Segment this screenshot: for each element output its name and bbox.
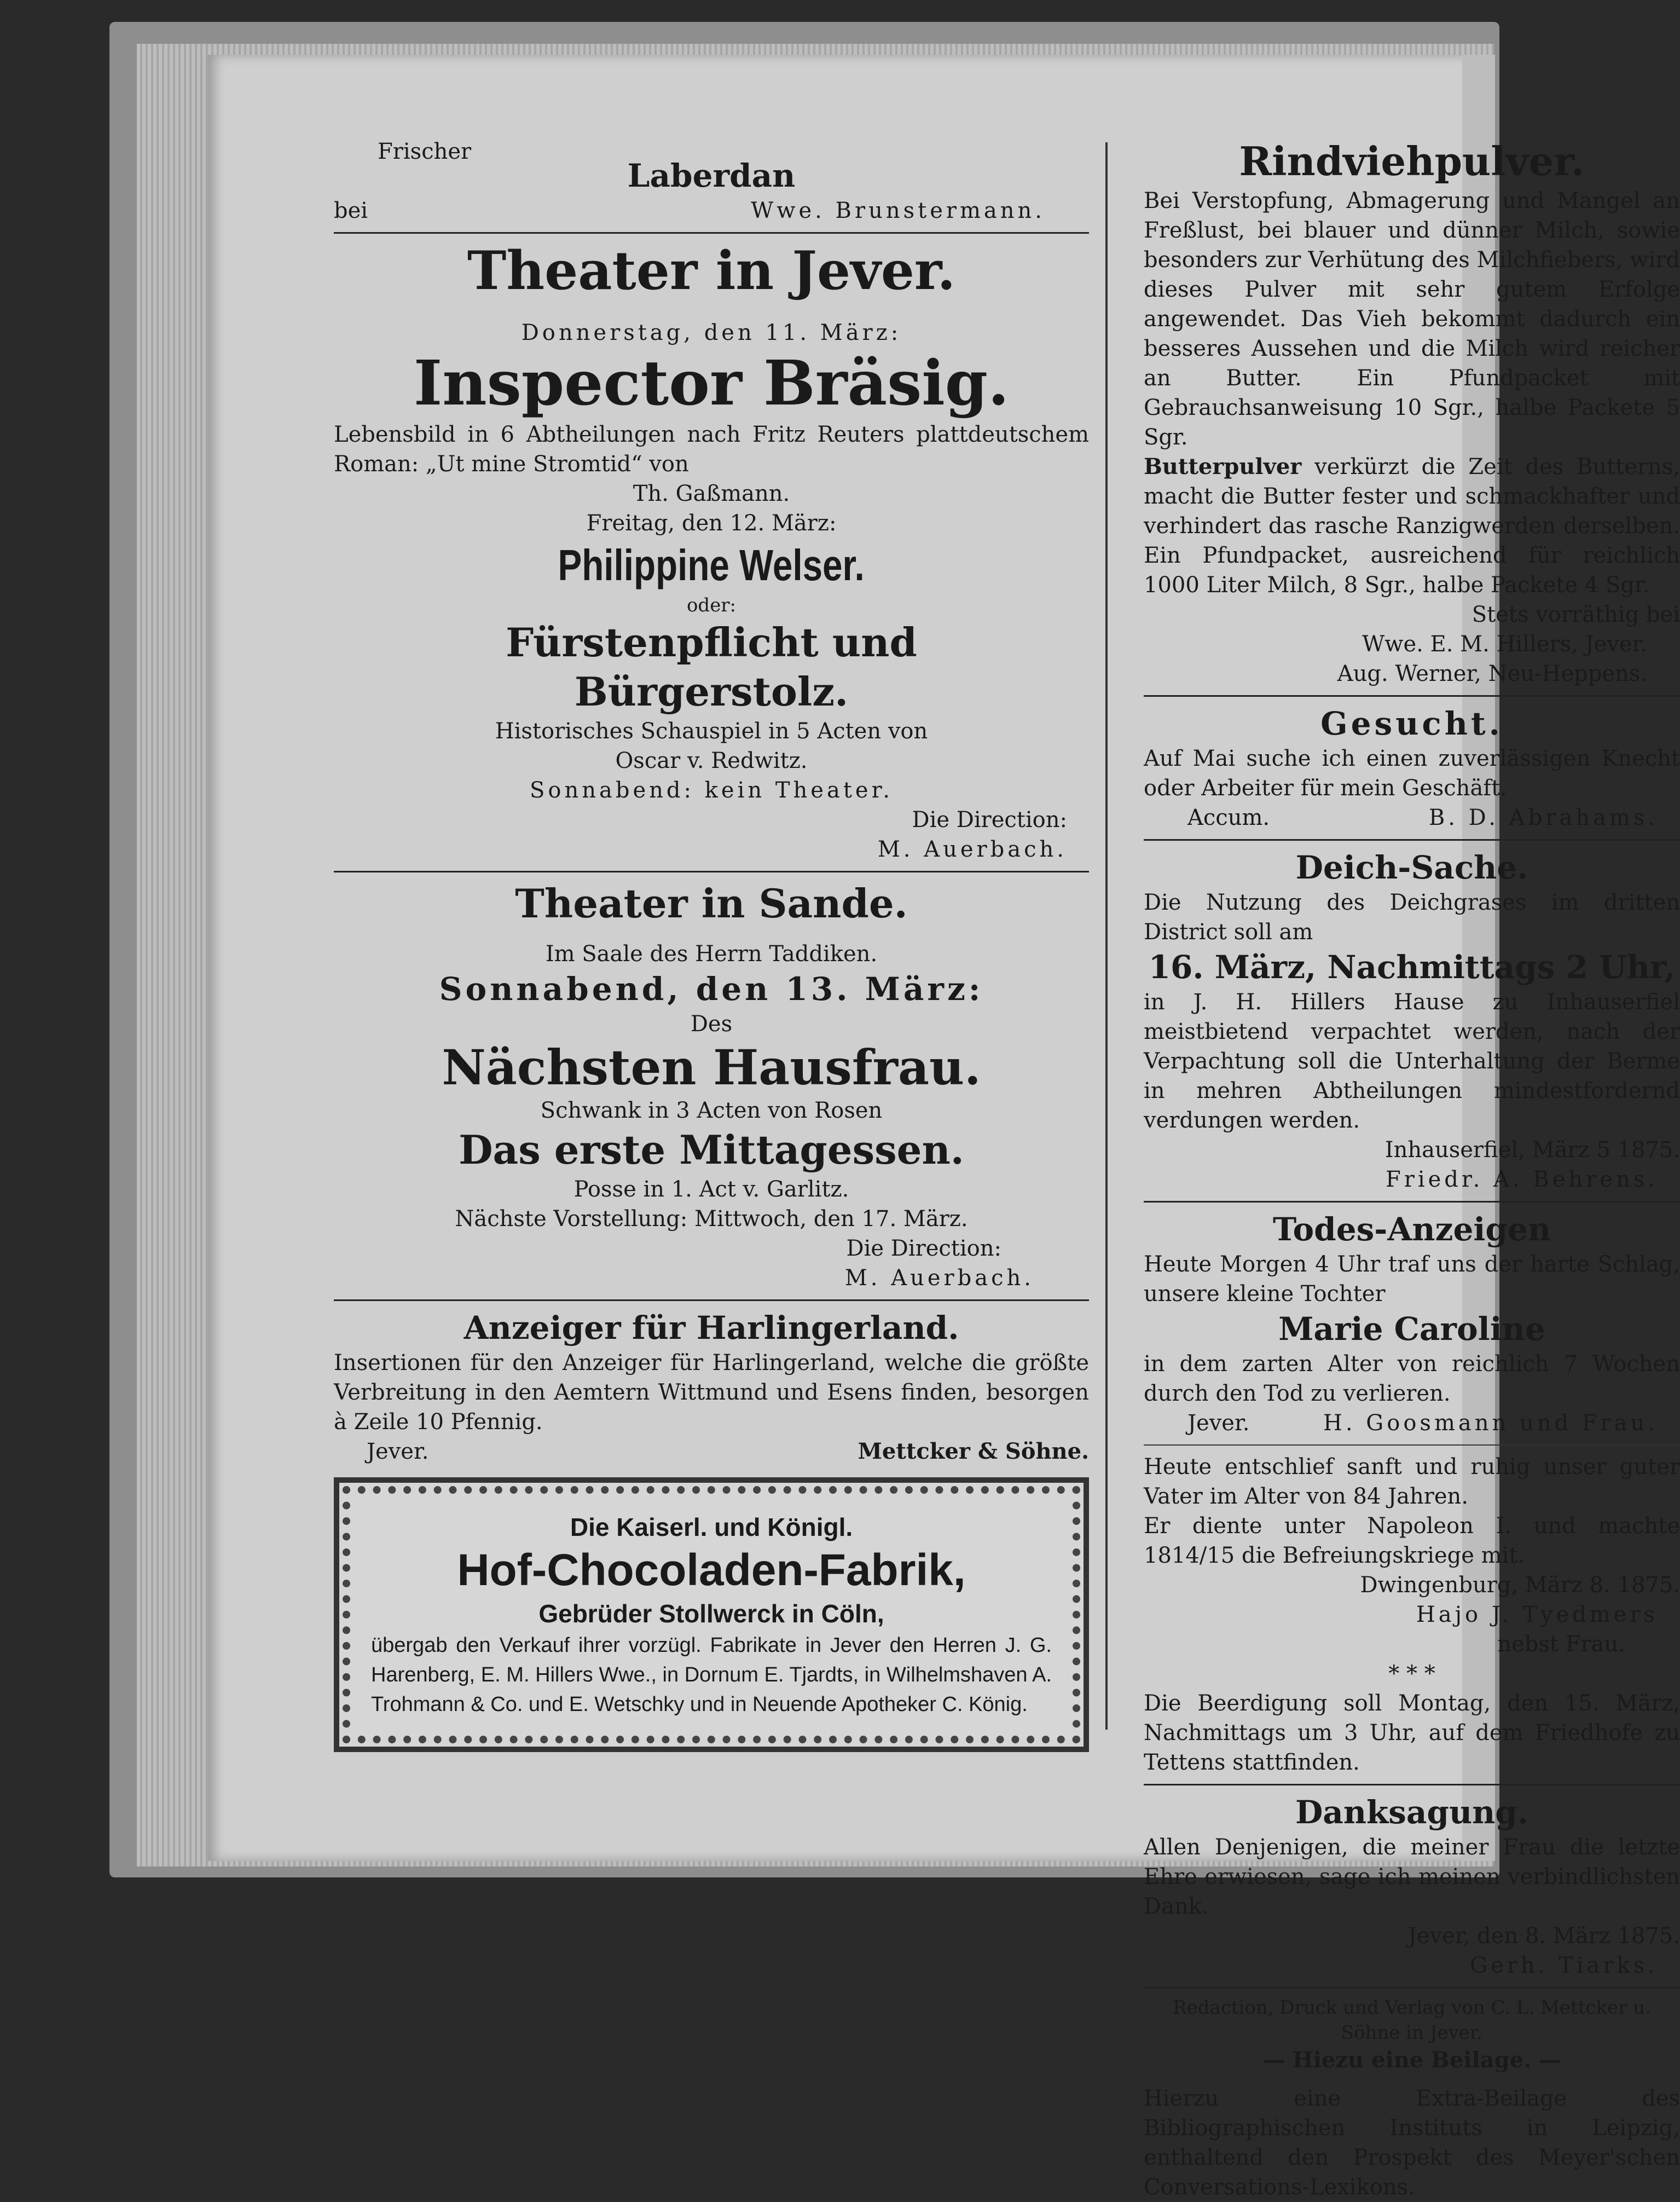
jever-saturday: Sonnabend: kein Theater. — [529, 778, 894, 803]
butter-text: verkürzt die Zeit des Butterns, macht die Butter fester und schmackhafter und verhindert das rasche Ranzigwerden derselben. Ein Pfundpacket, ausreichend für reichlich 1000 Liter Milch, 8 Sgr., halbe Packete 4 Sgr. — [1144, 454, 1680, 598]
todes-signer2: Hajo J. Tyedmers — [1416, 1602, 1658, 1627]
gesucht-title: Gesucht. — [1320, 705, 1503, 742]
dank-text: Allen Denjenigen, die meiner Frau die letzte Ehre erwiesen, sage ich meinen verbindlichsten Dank. — [1144, 1835, 1680, 1919]
gesucht-name: B. D. Abrahams. — [1428, 805, 1658, 830]
chocolate-text: übergab den Verkauf ihrer vorzügl. Fabrikate in Jever den Herren J. G. Harenberg, E. M. Hillers Wwe., in Dornum E. Tjardts, in Wilhelmshaven A. Trohmann & Co. und E. Wetschky und in Neuende Apotheker C. König. — [371, 1634, 1052, 1716]
jever-play2c: Bürgerstolz. — [574, 668, 849, 715]
sande-venue: Im Saale des Herrn Taddiken. — [545, 941, 878, 967]
laberdan-seller-row — [334, 196, 1089, 226]
extra-beilage-text: Hierzu eine Extra-Beilage des Bibliographischen Instituts in Leipzig, enthaltend den Prospekt des Meyer'schen Conversations-Lexikons. — [1144, 2086, 1680, 2200]
jever-desc1: Lebensbild in 6 Abtheilungen nach Fritz Reuters plattdeutschem Roman: „Ut mine Stromtid“ von — [334, 422, 1089, 477]
gesucht-sign-row — [1144, 803, 1680, 833]
jever-play2-wrap — [334, 538, 1089, 593]
rindvieh-seller1: Wwe. E. M. Hillers, Jever. — [1362, 632, 1647, 657]
ad-anzeiger — [334, 1308, 1089, 1466]
sande-direction: Die Direction: — [846, 1236, 1001, 1261]
jever-author1: Th. Gaßmann. — [633, 481, 790, 506]
sande-title: Theater in Sande. — [515, 880, 908, 927]
jever-oder: oder: — [686, 594, 737, 616]
ad-laberdan — [334, 137, 1089, 226]
todes-text4: Er diente unter Napoleon I. und machte 1814/15 die Befreiungskriege mit. — [1144, 1513, 1680, 1568]
ad-theater-sande — [334, 879, 1089, 1293]
rindvieh-seller2: Aug. Werner, Neu-Heppens. — [1337, 661, 1647, 686]
chocolate-firm: Gebrüder Stollwerck in Cöln, — [538, 1599, 884, 1628]
todes-dateline2: Dwingenburg, März 8. 1875. — [1360, 1573, 1680, 1598]
laberdan-bei: bei — [334, 198, 368, 223]
laberdan-pre: Frischer — [378, 139, 472, 164]
todes-signer: H. Goosmann und Frau. — [1323, 1411, 1658, 1436]
jever-play2b: Fürstenpflicht und — [506, 619, 917, 666]
todes-signer2b: nebst Frau. — [1497, 1632, 1625, 1657]
todes-text5: Die Beerdigung soll Montag, den 15. März, Nachmittags um 3 Uhr, auf dem Friedhofe zu Tettens stattfinden. — [1144, 1691, 1680, 1775]
rindvieh-title: Rindviehpulver. — [1239, 138, 1585, 184]
rule — [1144, 1444, 1680, 1446]
butter-paragraph — [1144, 452, 1680, 600]
beilage-text: — Hiezu eine Beilage. — — [1262, 2047, 1561, 2073]
rule — [1144, 1784, 1680, 1785]
jever-date1: Donnerstag, den 11. März: — [521, 320, 902, 345]
deich-dateline: Inhauserfiel, März 5 1875. — [1384, 1137, 1680, 1163]
dank-name: Gerh. Tiarks. — [1470, 1953, 1658, 1978]
rule — [334, 871, 1089, 872]
todes-text3: Heute entschlief sanft und ruhig unser guter Vater im Alter von 84 Jahren. — [1144, 1454, 1680, 1509]
todes-name: Marie Caroline — [1278, 1310, 1545, 1348]
jever-title: Theater in Jever. — [467, 240, 956, 302]
todes-sign-row — [1144, 1408, 1680, 1438]
ad-rindviehpulver — [1144, 137, 1680, 689]
ad-deich-sache — [1144, 847, 1680, 1194]
jever-direction: Die Direction: — [912, 807, 1067, 833]
deich-date: 16. März, Nachmittags 2 Uhr, — [1148, 949, 1676, 986]
ad-gesucht — [1144, 703, 1680, 833]
sande-director: M. Auerbach. — [844, 1265, 1034, 1291]
anzeiger-sign-row — [334, 1437, 1089, 1466]
imprint-text: Redaction, Druck und Verlag von C. L. Mettcker u. Söhne in Jever. — [1173, 1997, 1651, 2044]
laberdan-title: Laberdan — [627, 157, 796, 194]
ad-chocolate-factory — [334, 1477, 1089, 1752]
todes-place: Jever. — [1187, 1411, 1250, 1436]
rindvieh-stock: Stets vorräthig bei — [1472, 602, 1680, 627]
ad-danksagung — [1144, 1792, 1680, 1980]
sande-date: Sonnabend, den 13. März: — [439, 970, 984, 1008]
sande-play2: Das erste Mittagessen. — [459, 1126, 964, 1173]
todes-text1: Heute Morgen 4 Uhr traf uns der harte Schlag, unsere kleine Tochter — [1144, 1252, 1680, 1307]
jever-play2: Philippine Welser. — [558, 541, 865, 589]
chocolate-title: Hof-Chocoladen-Fabrik, — [457, 1545, 966, 1595]
left-column — [334, 137, 1089, 1752]
sande-desc1: Schwank in 3 Acten von Rosen — [540, 1098, 883, 1123]
todes-stars: * * * — [1388, 1661, 1435, 1686]
rindvieh-text: Bei Verstopfung, Abmagerung und Mangel an Freßlust, bei blauer und dünner Milch, sowie besonders zur Verhütung des Milchfiebers, wird dieses Pulver mit sehr gutem Erfolge angewendet. Das Vieh bekommt dadurch ein besseres Aussehen und die Milch wird reicher an Butter. Ein Pfundpacket mit Gebrauchsanweisung 10 Sgr., halbe Packete 5 Sgr. — [1144, 188, 1680, 450]
rule — [334, 232, 1089, 234]
sande-des: Des — [690, 1012, 733, 1037]
rule — [1144, 1201, 1680, 1203]
todes-title: Todes-Anzeigen — [1272, 1211, 1551, 1248]
jever-desc2: Historisches Schauspiel in 5 Acten von — [495, 719, 928, 744]
footer-imprint — [1144, 1995, 1680, 2202]
chocolate-inner — [349, 1493, 1074, 1737]
deich-name: Friedr. A. Behrens. — [1385, 1167, 1658, 1192]
jever-director: M. Auerbach. — [877, 837, 1067, 862]
deich-title: Deich-Sache. — [1295, 849, 1528, 886]
anzeiger-title: Anzeiger für Harlingerland. — [464, 1309, 959, 1346]
jever-author2: Oscar v. Redwitz. — [615, 748, 808, 773]
deich-text1: Die Nutzung des Deichgrases im dritten District soll am — [1144, 890, 1680, 945]
deich-text2: in J. H. Hillers Hause zu Inhauserfiel meistbietend verpachtet werden, nach der Verpachtung soll die Unterhaltung der Berme in mehren Abtheilungen mindestfordernd verdungen werden. — [1144, 990, 1680, 1133]
gesucht-place: Accum. — [1187, 805, 1270, 830]
anzeiger-place: Jever. — [367, 1439, 429, 1464]
rule — [1144, 1987, 1680, 1989]
column-divider — [1105, 142, 1108, 1730]
sande-play1: Nächsten Hausfrau. — [442, 1039, 981, 1096]
dank-dateline: Jever, den 8. März 1875. — [1408, 1923, 1680, 1949]
laberdan-seller: Wwe. Brunstermann. — [751, 198, 1045, 223]
ad-theater-jever — [334, 240, 1089, 864]
todes-text2: in dem zarten Alter von reichlich 7 Wochen durch den Tod zu verlieren. — [1144, 1351, 1680, 1406]
sande-desc2: Posse in 1. Act v. Garlitz. — [573, 1177, 849, 1202]
rule — [1144, 839, 1680, 841]
jever-play1: Inspector Bräsig. — [413, 348, 1010, 419]
anzeiger-firm: Mettcker & Söhne. — [858, 1438, 1089, 1464]
rule — [1144, 695, 1680, 697]
newspaper-page — [208, 55, 1680, 2200]
sande-next: Nächste Vorstellung: Mittwoch, den 17. März. — [455, 1206, 968, 1232]
rule — [334, 1299, 1089, 1301]
ad-todes-anzeigen — [1144, 1209, 1680, 1777]
jever-date2: Freitag, den 12. März: — [586, 511, 837, 536]
dank-title: Danksagung. — [1295, 1794, 1529, 1831]
chocolate-line1: Die Kaiserl. und Königl. — [570, 1513, 853, 1541]
right-column — [1144, 137, 1680, 2202]
anzeiger-text: Insertionen für den Anzeiger für Harlingerland, welche die größte Verbreitung in den Aemtern Wittmund und Esens finden, besorgen à Zeile 10 Pfennig. — [334, 1350, 1089, 1435]
butter-head: Butterpulver — [1144, 454, 1302, 479]
gesucht-text: Auf Mai suche ich einen zuverlässigen Knecht oder Arbeiter für mein Geschäft. — [1144, 746, 1680, 801]
